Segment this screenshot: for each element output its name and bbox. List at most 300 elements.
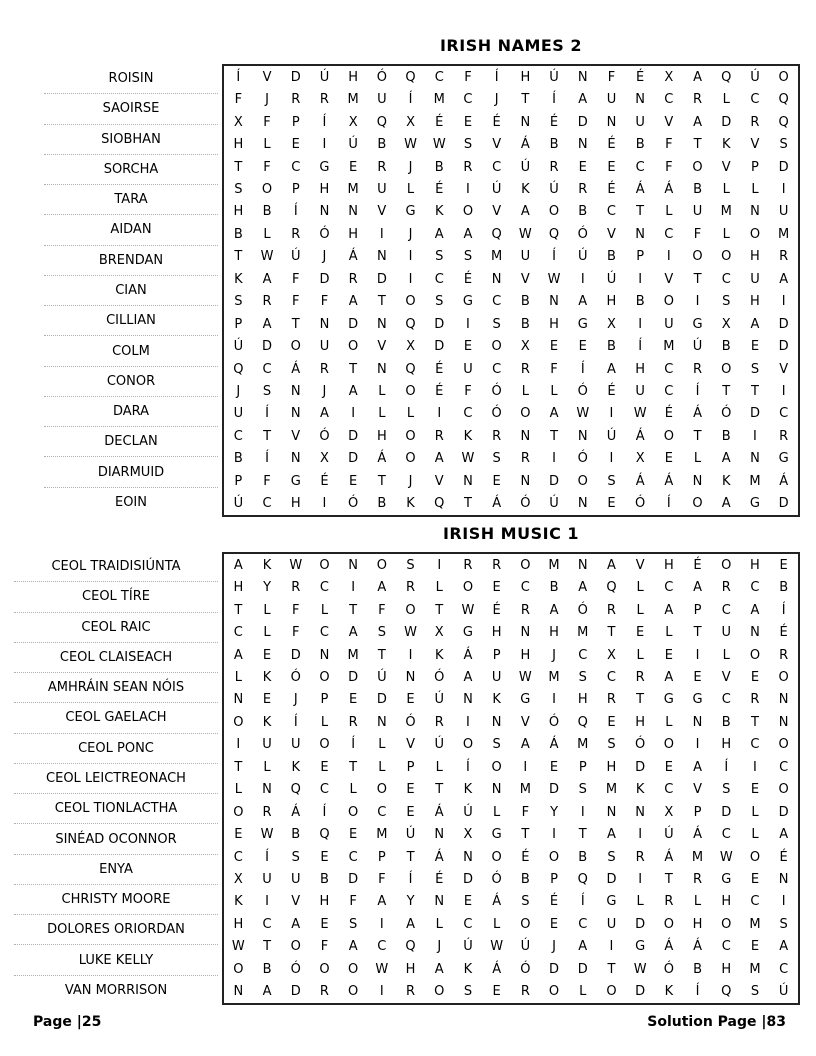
grid-cell: N (319, 204, 330, 220)
grid-cell: R (406, 984, 416, 1000)
grid-cell: X (606, 647, 616, 663)
grid-cell: I (408, 271, 413, 287)
grid-cell: R (635, 669, 645, 685)
grid-cell: V (693, 782, 702, 798)
grid-cell: N (290, 406, 301, 422)
grid-cell: X (721, 316, 731, 332)
grid-cell: R (319, 984, 329, 1000)
grid-cell: N (520, 114, 531, 130)
word-list-item: CILLIAN (44, 306, 218, 336)
grid-cell: U (750, 271, 760, 287)
grid-cell: É (779, 849, 788, 865)
grid-cell: P (234, 316, 243, 332)
grid-cell: É (779, 625, 788, 641)
grid-cell: Ó (635, 496, 646, 512)
grid-cell: C (779, 759, 789, 775)
grid-cell: B (721, 339, 731, 355)
grid-cell: O (721, 249, 732, 265)
grid-cell: V (779, 361, 789, 377)
grid-cell: G (405, 204, 416, 220)
grid-cell: T (349, 361, 358, 377)
grid-cell: T (263, 939, 272, 955)
grid-cell: N (577, 496, 588, 512)
grid-cell: E (262, 692, 272, 708)
solution-page-ref: Solution Page |83 (647, 1014, 786, 1030)
grid-cell: P (550, 872, 558, 888)
grid-cell: X (635, 451, 645, 467)
grid-cell: D (549, 473, 560, 489)
grid-cell: B (693, 961, 702, 977)
grid-cell: E (492, 473, 501, 489)
grid-cell: É (636, 69, 645, 85)
grid-cell: B (520, 316, 530, 332)
grid-cell: R (291, 226, 301, 242)
grid-cell: F (320, 294, 329, 310)
grid-cell: H (233, 580, 244, 596)
grid-cell: G (520, 692, 531, 708)
word-list-item: CONOR (44, 367, 218, 397)
grid-cell: R (463, 159, 473, 175)
grid-cell: U (262, 737, 272, 753)
grid-cell: N (434, 894, 445, 910)
grid-cell: I (523, 759, 528, 775)
grid-cell: E (549, 916, 559, 932)
grid-cell: Ó (405, 714, 416, 730)
grid-cell: Í (408, 92, 413, 108)
grid-cell: S (521, 894, 530, 910)
grid-cell: D (778, 804, 789, 820)
grid-cell: O (405, 451, 416, 467)
grid-cell: M (577, 625, 589, 641)
grid-cell: N (290, 384, 301, 400)
grid-cell: L (435, 759, 443, 775)
grid-cell: R (635, 849, 645, 865)
grid-cell: K (262, 669, 272, 685)
grid-cell: C (233, 625, 243, 641)
grid-cell: F (607, 69, 616, 85)
grid-cell: U (721, 625, 731, 641)
grid-cell: É (549, 114, 559, 130)
grid-cell: X (233, 114, 243, 130)
grid-cell: E (693, 669, 702, 685)
grid-cell: F (521, 804, 530, 820)
word-list-item: COLM (44, 336, 218, 366)
grid-cell: H (348, 69, 359, 85)
grid-cell: R (779, 428, 789, 444)
grid-cell: E (549, 759, 559, 775)
grid-cell: K (492, 692, 501, 708)
grid-cell: L (693, 894, 702, 910)
grid-cell: E (406, 804, 415, 820)
grid-cell: H (692, 916, 703, 932)
grid-cell: P (234, 473, 243, 489)
grid-cell: D (778, 159, 789, 175)
grid-cell: N (606, 804, 617, 820)
grid-cell: Ú (520, 939, 531, 955)
grid-cell: C (262, 361, 272, 377)
grid-cell: O (721, 361, 732, 377)
grid-cell: D (635, 759, 646, 775)
grid-cell: I (781, 294, 786, 310)
grid-cell: L (493, 804, 501, 820)
grid-cell: H (376, 428, 387, 444)
grid-cell: Á (693, 406, 702, 422)
grid-cell: F (263, 159, 271, 175)
grid-cell: L (665, 625, 673, 641)
grid-cell: E (750, 782, 760, 798)
grid-cell: E (549, 339, 559, 355)
grid-cell: E (664, 451, 673, 467)
grid-cell: N (262, 782, 272, 798)
grid-cell: O (520, 916, 531, 932)
grid-cell: Ú (377, 669, 387, 685)
grid-cell: S (722, 294, 731, 310)
word-list-item: SINÉAD OCONNOR (14, 824, 218, 854)
grid-cell: H (549, 316, 559, 332)
grid-cell: L (722, 647, 730, 663)
grid-cell: O (233, 961, 244, 977)
grid-cell: I (638, 271, 643, 287)
grid-cell: M (347, 647, 359, 663)
grid-cell: H (233, 204, 244, 220)
grid-cell: H (663, 557, 674, 573)
grid-cell: R (549, 159, 559, 175)
grid-cell: A (606, 361, 616, 377)
grid-cell: R (434, 714, 444, 730)
grid-cell: N (635, 804, 646, 820)
grid-cell: D (778, 496, 789, 512)
grid-cell: W (375, 961, 389, 977)
grid-cell: O (405, 294, 416, 310)
word-list-item: LUKE KELLY (14, 945, 218, 975)
grid-cell: M (433, 92, 445, 108)
grid-cell: R (319, 92, 329, 108)
grid-cell: A (693, 69, 702, 85)
grid-cell: Í (236, 69, 241, 85)
grid-cell: E (492, 984, 501, 1000)
grid-cell: Í (580, 361, 585, 377)
grid-cell: E (349, 827, 358, 843)
grid-cell: M (548, 557, 560, 573)
grid-cell: T (750, 384, 759, 400)
grid-cell: K (721, 473, 731, 489)
grid-cell: R (291, 92, 301, 108)
grid-cell: N (520, 473, 531, 489)
grid-cell: R (492, 428, 502, 444)
grid-cell: S (779, 916, 788, 932)
grid-cell: Ú (290, 249, 301, 265)
grid-cell: Ú (778, 984, 789, 1000)
grid-cell: O (462, 580, 474, 596)
grid-cell: N (520, 625, 531, 641)
grid-cell: G (692, 692, 703, 708)
grid-cell: Ú (348, 137, 358, 153)
grid-cell: X (319, 451, 329, 467)
grid-cell: X (406, 114, 415, 130)
grid-cell: X (463, 827, 473, 843)
grid-cell: U (606, 916, 617, 932)
grid-cell: Ó (577, 602, 588, 618)
grid-cell: N (405, 669, 416, 685)
grid-cell: É (435, 361, 444, 377)
grid-cell: Ú (233, 496, 244, 512)
grid-cell: Ú (549, 496, 559, 512)
grid-cell: Ó (290, 669, 301, 685)
grid-cell: O (319, 669, 330, 685)
grid-cell: L (234, 669, 242, 685)
grid-cell: N (606, 114, 617, 130)
grid-cell: Á (520, 137, 530, 153)
grid-cell: Á (635, 473, 645, 489)
grid-cell: Í (638, 339, 643, 355)
grid-cell: G (778, 451, 789, 467)
grid-cell: Q (577, 872, 588, 888)
grid-cell: A (578, 580, 588, 596)
grid-cell: U (635, 384, 645, 400)
grid-cell: T (349, 602, 358, 618)
grid-cell: U (377, 181, 387, 197)
grid-cell: E (664, 647, 673, 663)
grid-cell: V (434, 473, 444, 489)
grid-cell: I (552, 451, 556, 467)
grid-cell: E (349, 159, 358, 175)
grid-cell: C (750, 737, 760, 753)
grid-cell: N (750, 451, 760, 467)
grid-cell: E (320, 916, 329, 932)
grid-cell: Ó (290, 961, 301, 977)
grid-cell: A (664, 669, 674, 685)
grid-cell: D (635, 916, 646, 932)
grid-cell: C (463, 916, 473, 932)
grid-cell: T (349, 759, 358, 775)
grid-cell: I (379, 226, 384, 242)
grid-cell: R (779, 249, 789, 265)
grid-cell: O (548, 849, 560, 865)
grid-cell: A (348, 939, 358, 955)
grid-cell: N (750, 204, 760, 220)
grid-cell: T (693, 271, 702, 287)
grid-cell: Y (550, 804, 559, 820)
grid-cell: R (319, 361, 329, 377)
grid-cell: E (636, 625, 645, 641)
grid-cell: U (233, 406, 244, 422)
grid-cell: C (721, 692, 731, 708)
grid-cell: O (491, 849, 502, 865)
grid-cell: Á (463, 647, 473, 663)
grid-cell: W (719, 849, 733, 865)
grid-cell: Ú (434, 737, 444, 753)
grid-cell: V (721, 669, 731, 685)
grid-cell: I (781, 181, 786, 197)
grid-cell: R (520, 451, 530, 467)
grid-cell: Á (664, 473, 674, 489)
grid-cell: R (262, 294, 272, 310)
grid-cell: B (377, 137, 387, 153)
grid-cell: Á (693, 827, 702, 843)
word-list-item: CEOL LEICTREONACH (14, 764, 218, 794)
grid-cell: R (693, 361, 703, 377)
grid-cell: I (695, 294, 700, 310)
grid-cell: G (462, 625, 473, 641)
grid-cell: F (292, 625, 300, 641)
grid-cell: D (376, 271, 387, 287)
grid-cell: N (376, 249, 387, 265)
grid-cell: L (406, 406, 415, 422)
grid-cell: V (635, 557, 645, 573)
grid-cell: Ú (405, 827, 416, 843)
grid-cell: Ú (434, 692, 444, 708)
grid-cell: B (262, 204, 272, 220)
grid-cell: A (262, 316, 272, 332)
grid-cell: R (693, 92, 703, 108)
grid-cell: L (263, 759, 271, 775)
grid-cell: N (692, 714, 703, 730)
grid-cell: Ó (491, 384, 502, 400)
grid-cell: H (319, 894, 330, 910)
grid-cell: Ú (606, 271, 617, 287)
grid-cell: B (377, 496, 387, 512)
grid-cell: W (576, 406, 590, 422)
grid-cell: R (406, 580, 416, 596)
grid-cell: Ú (664, 827, 674, 843)
grid-cell: D (549, 782, 560, 798)
grid-cell: C (463, 406, 473, 422)
grid-cell: O (721, 916, 732, 932)
grid-cell: H (233, 916, 244, 932)
grid-cell: I (781, 894, 786, 910)
grid-cell: Q (778, 92, 789, 108)
grid-cell: N (491, 714, 502, 730)
grid-cell: L (751, 804, 759, 820)
word-list-item: BRENDAN (44, 246, 218, 276)
grid-cell: A (319, 406, 329, 422)
grid-cell: I (580, 804, 585, 820)
grid-cell: I (609, 939, 614, 955)
grid-cell: T (263, 428, 272, 444)
grid-cell: M (347, 181, 359, 197)
grid-cell: N (750, 625, 760, 641)
grid-cell: O (319, 737, 330, 753)
grid-cell: Í (666, 496, 671, 512)
grid-cell: N (463, 692, 473, 708)
grid-cell: X (606, 316, 616, 332)
grid-cell: O (462, 204, 474, 220)
grid-cell: F (693, 226, 702, 242)
grid-cell: S (750, 984, 760, 1000)
grid-cell: Q (721, 984, 732, 1000)
grid-cell: N (319, 316, 330, 332)
grid-cell: K (406, 496, 415, 512)
grid-cell: Ú (491, 181, 502, 197)
grid-cell: C (262, 916, 272, 932)
grid-cell: O (778, 782, 789, 798)
grid-cell: Ú (577, 249, 588, 265)
word-list-item: DOLORES ORIORDAN (14, 915, 218, 945)
grid-cell: R (520, 984, 530, 1000)
grid-cell: J (293, 692, 298, 708)
grid-cell: O (749, 647, 761, 663)
grid-cell: Ó (635, 737, 646, 753)
grid-cell: N (577, 69, 588, 85)
grid-cell: A (578, 939, 588, 955)
word-list-item: DECLAN (44, 427, 218, 457)
grid-cell: J (265, 92, 269, 108)
grid-cell: W (518, 226, 532, 242)
grid-cell: É (607, 137, 616, 153)
grid-cell: R (377, 159, 387, 175)
grid-cell: L (378, 406, 386, 422)
grid-cell: A (606, 827, 616, 843)
grid-cell: S (492, 451, 501, 467)
grid-cell: S (578, 669, 587, 685)
grid-cell: C (492, 159, 502, 175)
grid-cell: I (408, 647, 413, 663)
grid-cell: N (376, 714, 387, 730)
grid-cell: J (322, 384, 327, 400)
grid-cell: M (491, 249, 503, 265)
grid-cell: É (664, 406, 673, 422)
word-list-item: CEOL TÍRE (14, 582, 218, 612)
grid-cell: H (721, 961, 732, 977)
grid-cell: B (721, 714, 731, 730)
grid-cell: G (462, 294, 473, 310)
word-list-item: AIDAN (44, 215, 218, 245)
grid-cell: L (636, 894, 644, 910)
grid-cell: S (262, 384, 272, 400)
grid-cell: T (693, 137, 702, 153)
grid-cell: Í (466, 759, 470, 775)
grid-cell: N (577, 428, 588, 444)
grid-cell: J (408, 473, 413, 489)
grid-cell: Ó (434, 669, 445, 685)
grid-cell: T (521, 827, 530, 843)
grid-cell: Á (291, 804, 301, 820)
grid-cell: L (493, 916, 501, 932)
grid-cell: G (721, 872, 732, 888)
grid-cell: O (663, 737, 674, 753)
grid-cell: D (721, 804, 732, 820)
grid-cell: C (750, 894, 760, 910)
grid-cell: Í (552, 92, 556, 108)
grid-cell: É (492, 602, 501, 618)
grid-cell: F (234, 92, 243, 108)
grid-cell: P (751, 159, 759, 175)
grid-cell: B (520, 872, 530, 888)
grid-cell: C (434, 69, 444, 85)
grid-cell: I (322, 496, 327, 512)
grid-cell: F (263, 114, 271, 130)
grid-cell: I (466, 316, 470, 332)
grid-cell: E (607, 159, 616, 175)
grid-cell: I (609, 406, 614, 422)
grid-cell: V (492, 204, 502, 220)
grid-cell: C (721, 827, 731, 843)
grid-cell: M (519, 782, 531, 798)
grid-cell: I (379, 916, 384, 932)
word-list-item: CHRISTY MOORE (14, 885, 218, 915)
grid-cell: A (262, 271, 272, 287)
word-list-item: CEOL RAIC (14, 613, 218, 643)
word-list-item: ROISIN (44, 64, 218, 94)
grid-cell: D (635, 984, 646, 1000)
grid-cell: Í (695, 384, 700, 400)
grid-cell: Q (434, 496, 445, 512)
grid-cell: T (722, 384, 731, 400)
grid-cell: L (263, 625, 271, 641)
grid-cell: Ó (319, 226, 330, 242)
grid-cell: O (405, 384, 416, 400)
grid-cell: E (320, 849, 329, 865)
